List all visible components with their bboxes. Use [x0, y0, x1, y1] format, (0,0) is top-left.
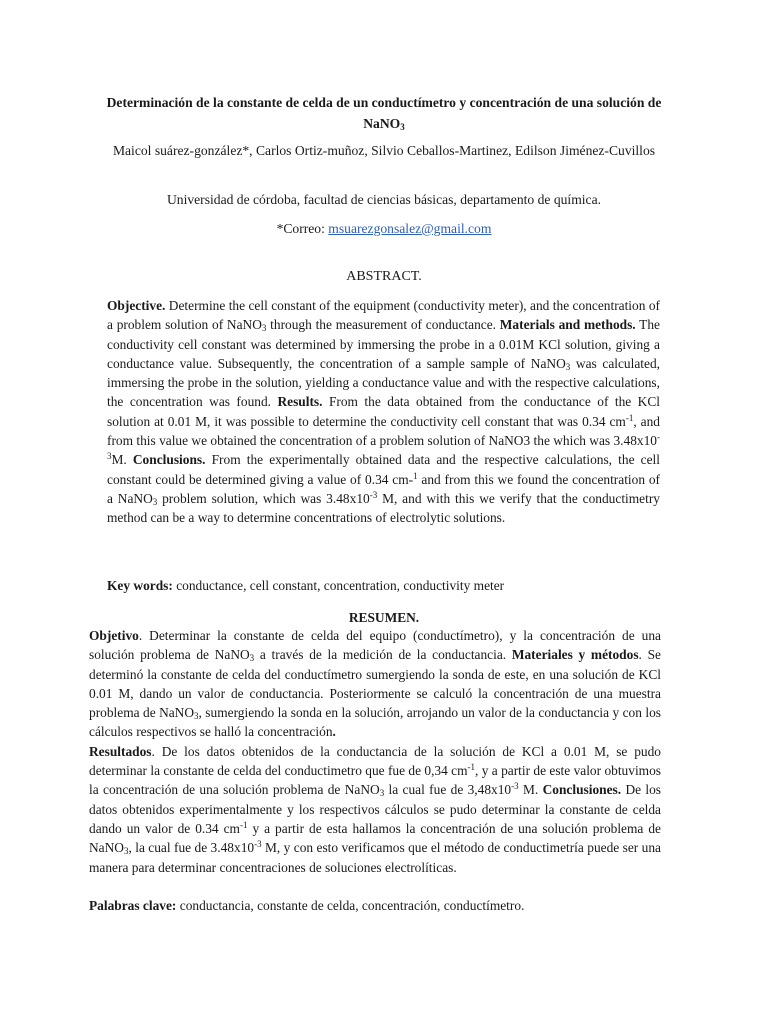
abstract-text: was calculated, immersing the probe in the solution, yielding a conductance value and with the respective calculations, the concentration was found.	[107, 355, 661, 410]
superscript: -3	[369, 489, 378, 500]
subscript: 3	[194, 711, 199, 722]
conclusiones-label: Conclusiones.	[542, 782, 622, 798]
superscript: -1	[625, 412, 634, 423]
resumen-heading: RESUMEN.	[348, 610, 420, 625]
materiales-label: Materiales y métodos	[511, 647, 639, 663]
resumen-text: . Se determinó la constante de celda del conductímetro sumergiendo la sonda de este, en una solución de KCl 0.01 M, dando un valor de conductancia. Posteriormente se calculó la concentración de una muestra problema de NaNO	[89, 647, 661, 721]
superscript: -3	[254, 839, 262, 850]
resumen-text: , la cual fue de 3.48x10	[128, 840, 255, 856]
subscript: 3	[249, 653, 255, 664]
resumen-text: De los datos obtenidos experimentalmente y los respectivos cálculos se pudo determinar la constante de celda dando un valor de 0.34 cm	[89, 782, 662, 836]
title-subscript: 3	[400, 122, 405, 132]
email-link[interactable]: msuarezgonsalez@gmail.com	[328, 221, 492, 236]
keywords-line	[107, 576, 660, 595]
abstract-text: From the experimentally obtained data and the respective calculations, the cell constant could be determined giving a value of 0.34 cm-	[107, 452, 660, 487]
abstract-text: From the data obtained from the conductance of the KCl solution at 0.01 M, it was possible to determine the conductivity cell constant that was 0.34 cm	[107, 394, 660, 429]
objective-label: Objective.	[107, 298, 166, 313]
email-label: *Correo:	[276, 221, 329, 236]
materials-label: Materials and methods.	[499, 317, 636, 333]
subscript: 3	[152, 496, 158, 507]
resumen-text: a través de la medición de la conductancia.	[254, 647, 512, 663]
superscript: 1	[413, 470, 418, 481]
resumen-text: y a partir de esta hallamos la concentración de una solución problema de NaNO	[89, 820, 661, 856]
abstract-heading: ABSTRACT.	[346, 269, 422, 284]
resumen-text: M, y con esto verificamos que el método de conductimetría puede ser una manera para determinar concentraciones de soluciones electrolíticas.	[89, 840, 661, 875]
resumen-text: la cual fue de 3,48x10	[384, 782, 512, 798]
subscript: 3	[379, 788, 385, 799]
subscript: 3	[261, 323, 267, 334]
resumen-text: . De los datos obtenidos de la conductancia de la solución de KCl a 0.01 M, se pudo determinar la constante de celda del conductimetro que fue de 0,34 cm	[89, 743, 661, 779]
abstract-text: and from this we found the concentration of a NaNO	[107, 471, 661, 506]
abstract-text: M.	[111, 452, 133, 468]
abstract-text: problem solution, which was 3.48x10	[157, 490, 370, 506]
abstract-paragraph	[107, 296, 660, 528]
palabras-text: conductancia, constante de celda, concentración, conductímetro.	[176, 898, 525, 913]
superscript: -3	[107, 432, 660, 462]
affiliation: Universidad de córdoba, facultad de ciencias básicas, departamento de química.	[166, 192, 602, 207]
superscript: -1	[239, 819, 248, 830]
abstract-text: Determine the cell constant of the equipment (conductivity meter), and the concentration of a problem solution of NaNO	[107, 298, 660, 333]
resumen-period: .	[332, 724, 336, 740]
contact-email-line	[80, 219, 688, 239]
abstract-text: The conductivity cell constant was determined by immersing the probe in a 0.01M KCl solution, giving a conductance value. Subsequently, the concentration of a sample sample of NaNO	[107, 317, 660, 371]
results-label: Results.	[277, 394, 323, 410]
resumen-text: . Determinar la constante de celda del equipo (conductímetro), y la concentración de una solución problema de NaNO	[89, 628, 661, 663]
author-list: Maicol suárez-gonzález*, Carlos Ortiz-muñoz, Silvio Ceballos-Martinez, Edilson Jiménez-Cuvillos	[112, 143, 656, 158]
superscript: -3	[511, 781, 519, 792]
conclusions-label: Conclusions.	[132, 452, 206, 468]
resultados-label: Resultados	[89, 743, 152, 759]
superscript: -1	[467, 762, 476, 773]
abstract-text: through the measurement of conductance.	[266, 317, 500, 333]
subscript: 3	[123, 846, 129, 857]
resumen-text: , sumergiendo la sonda en la solución, arrojando un valor de la conductancia y con los cálculos respectivos se halló la concentración	[89, 705, 661, 740]
title-text: Determinación de la constante de celda de un conductímetro y concentración de una solución de NaNO	[106, 95, 662, 131]
keywords-label: Key words:	[107, 578, 173, 593]
resumen-text: M.	[518, 782, 543, 798]
objetivo-label: Objetivo	[89, 628, 139, 643]
keywords-text: conductance, cell constant, concentration, conductivity meter	[172, 578, 505, 593]
subscript: 3	[565, 361, 571, 372]
abstract-text: , and from this value we obtained the concentration of a problem solution of NaNO3 the which was 3.48x10	[107, 413, 660, 449]
palabras-label: Palabras clave:	[89, 898, 177, 913]
palabras-clave-line	[89, 896, 661, 915]
abstract-text: M, and with this we verify that the conductimetry method can be a way to determine concentrations of electrolytic solutions.	[107, 490, 660, 526]
resumen-paragraph	[89, 626, 661, 877]
paper-title	[100, 92, 668, 134]
resumen-text: , y a partir de este valor obtuvimos la concentración de una solución problema de NaNO	[89, 763, 661, 798]
